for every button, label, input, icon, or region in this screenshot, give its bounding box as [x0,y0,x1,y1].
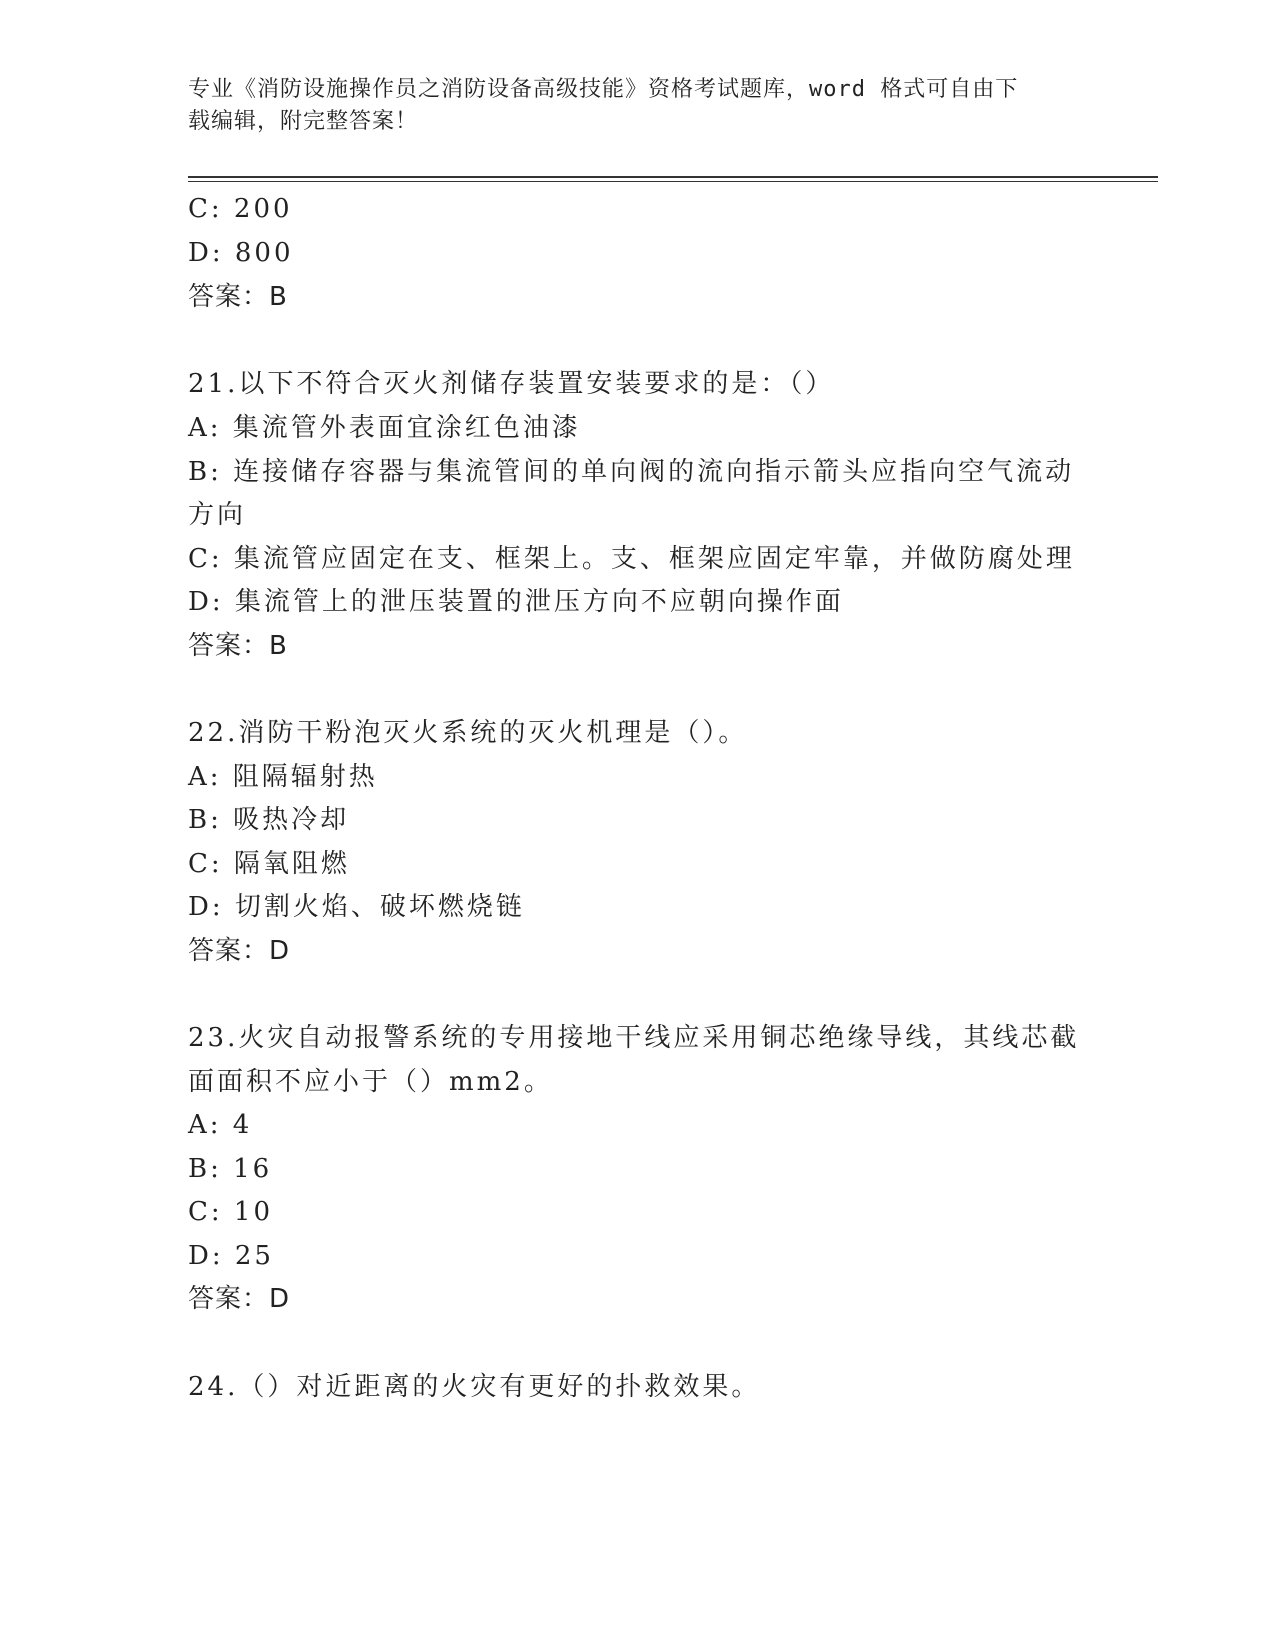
question-24: 24.（）对近距离的火灾有更好的扑救效果。 [188,1372,761,1402]
answer-prev: 答案：B [188,282,288,312]
question-21-answer: 答案：B [188,631,288,661]
question-23-cont: 面面积不应小于（）mm2。 [188,1067,553,1097]
document-header [188,74,1068,138]
question-21-option-c: C: 集流管应固定在支、框架上。支、框架应固定牢靠，并做防腐处理 [188,544,1075,574]
option-d-prev: D: 800 [188,238,294,268]
header-divider-thick [188,176,1158,178]
question-21-option-b-cont: 方向 [188,500,247,530]
question-22: 22.消防干粉泡灭火系统的灭火机理是（）。 [188,718,748,748]
header-line-2: 载编辑，附完整答案！ [188,109,419,134]
question-21-option-d: D: 集流管上的泄压装置的泄压方向不应朝向操作面 [188,587,844,617]
question-22-option-d: D: 切割火焰、破坏燃烧链 [188,892,525,922]
question-21-option-a: A: 集流管外表面宜涂红色油漆 [188,413,581,443]
question-21-option-b: B: 连接储存容器与集流管间的单向阀的流向指示箭头应指向空气流动 [188,457,1075,487]
question-23-option-a: A: 4 [188,1110,253,1140]
question-23-option-c: C: 10 [188,1197,274,1227]
option-c-prev: C: 200 [188,194,293,224]
question-23-option-d: D: 25 [188,1241,274,1271]
header-line-1: 专业《消防设施操作员之消防设备高级技能》资格考试题库，word 格式可自由下 [188,77,1019,102]
question-23-answer: 答案：D [188,1284,291,1314]
question-22-answer: 答案：D [188,936,291,966]
question-22-option-c: C: 隔氧阻燃 [188,849,350,879]
question-22-option-a: A: 阻隔辐射热 [188,762,378,792]
question-21: 21.以下不符合灭火剂储存装置安装要求的是：（） [188,369,835,399]
header-divider-thin [188,181,1158,182]
question-23: 23.火灾自动报警系统的专用接地干线应采用铜芯绝缘导线，其线芯截 [188,1023,1080,1053]
question-22-option-b: B: 吸热冷却 [188,805,350,835]
question-23-option-b: B: 16 [188,1154,273,1184]
